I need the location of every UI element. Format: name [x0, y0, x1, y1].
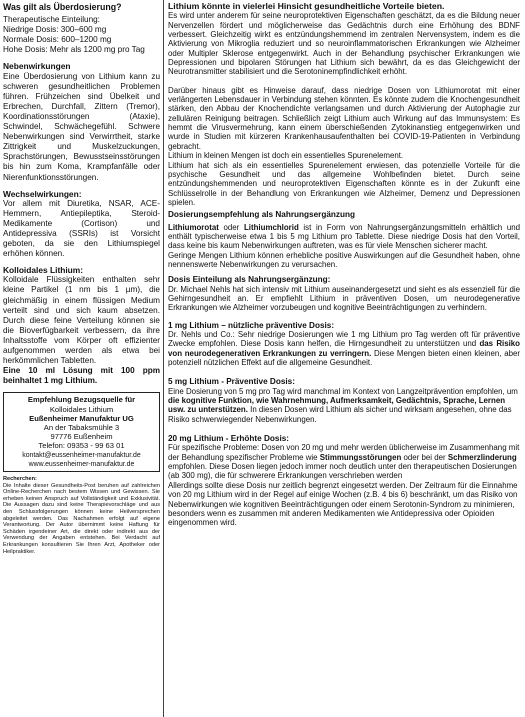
- interactions-heading: Wechselwirkungen:: [3, 188, 82, 199]
- supplier-subtitle: Kolloidales Lithium: [49, 404, 114, 414]
- lithium-chloride-term: Lithiumchlorid: [243, 222, 299, 232]
- dose-nutrition-heading: Dosis Einteilung als Nahrungsergänzung:: [168, 275, 331, 285]
- supplier-street: An der Tabaksmühle 3: [43, 422, 120, 432]
- colloidal-text: Kolloidale Flüssigkeiten enthalten sehr kleine Partikel (1 nm bis 1 µm), die gleichmäßig in einem flüssigen Medium verteilt sind und sich kaum absetzen. Durch diese feine Verteilung können sie die Bioverfügbarkeit verbessern, da ihre Inhaltsstoffe vom Körper oft effizienter aufgenommen werden als etwa bei herkömmlichen Tabletten.: [3, 275, 160, 366]
- overdose-line: Niedrige Dosis: 300–600 mg: [3, 25, 107, 35]
- trace-element-statement: Lithium in kleinen Mengen ist doch ein essentielles Spurenelement.: [168, 151, 404, 161]
- left-column: [3, 2, 160, 714]
- dosing-paragraph: Lithiumorotat oder Lithiumchlorid ist in Form von Nahrungsergänzungsmitteln erhältlich und enthält typischerweise etwa 1 bis 5 mg Lithium pro Tablette. Diese niedrige Dosis hat den Vorteil, dass keine bis kaum Nebenwirkungen auftreten, was es für viele Menschen sicherer macht.: [168, 222, 520, 251]
- main-heading: Lithium könnte in vielerlei Hinsicht gesundheitliche Vorteile bieten.: [168, 2, 445, 11]
- side-effects-text: Eine Überdosierung von Lithium kann zu schweren gesundheitlichen Problemen führen. Frühzeichen sind Übelkeit und Erbrechen, Durchfall, Zittern (Tremor), Koordinationsstörungen (Ataxie), Schwindel, Schwächegefühl. Schwere Nebenwirkungen sind Verwirrtheit, starke Zittrigkeit und Muskelzuckungen, Sprachstörungen, Bewusstseinsstörungen bis hin zum Koma, Krampfanfälle oder Nierenfunktionsstörungen.: [3, 71, 160, 182]
- overdose-line: Therapeutische Einteilung:: [3, 15, 100, 25]
- interactions-text: Vor allem mit Diuretika, NSAR, ACE-Hemmern, Antiepileptika, Steroid-Medikamente (Cortison) und Antidepressiva (SSRIs) ist Vorsicht geboten, da sie den Lithiumspiegel erhöhen können.: [3, 198, 160, 259]
- supplier-website[interactable]: www.eussenheimer-manufaktur.de: [28, 460, 135, 468]
- overdose-heading: Was gilt als Überdosierung?: [3, 2, 122, 12]
- dosing-paragraph-2: Geringe Mengen Lithium können erhebliche positive Auswirkungen auf die Gesundheit haben, ohne nennenswerte Nebenwirkungen zu verursachen.: [168, 250, 520, 269]
- dose-nutrition-text: Dr. Michael Nehls hat sich intensiv mit Lithium auseinandergesetzt und sieht es als essenziell für die Gehirngesundheit an. Er empfiehlt Lithium in präventiven Dosen, um neurodegenerative Erkrankungen wie Alzheimer vorzubeugen und kognitive Beeinträchtigungen zu verhindern.: [168, 284, 520, 313]
- lithium-orotate-term: Lithiumorotat: [168, 222, 219, 232]
- colloidal-dose-note: Eine 10 ml Lösung mit 100 ppm beinhaltet 1 mg Lithium.: [3, 366, 160, 386]
- dose-1mg-heading: 1 mg Lithium – nützliche präventive Dosis:: [168, 320, 335, 330]
- additional-benefits-paragraph: Darüber hinaus gibt es Hinweise darauf, dass niedrige Dosen von Lithiumorotat mit einer verlängerten Lebensdauer in Verbindung stehen könnten. Es könnte zudem die Knochengesundheit stärken, den Abbau der Knochendichte verlangsamen und durch Aktivierung der Autophagie zur zellulären Reinigung beitragen. Schließlich zeigt Lithium auch Wirkung auf das Immunsystem: Es hemmt die Virusvermehrung, kann einem überschießenden Zytokinanstieg entgegenwirken und wurde in Studien mit kürzeren Krankenhausaufenthalten bei COVID-19-Patienten in Verbindung gebracht.: [168, 85, 520, 151]
- dosing-heading: Dosierungsempfehlung als Nahrungsergänzung: [168, 210, 355, 220]
- trace-element-paragraph: Lithium hat sich als ein essentielles Spurenelement erwiesen, das potenzielle Vorteile für die psychische Gesundheit und das allgemeine Wohlbefinden bietet. Durch seine entzündungshemmenden und neuroprotektiven Eigenschaften könnte es in der Zukunft eine Schlüsselrolle in der Behandlung von Erkrankungen wie Alzheimer, Demenz und Depressionen spielen.: [168, 160, 520, 207]
- right-column: [168, 2, 520, 714]
- supplier-email[interactable]: kontakt@eussenheimer-manufaktur.de: [22, 451, 141, 459]
- dose-20mg-heading: 20 mg Lithium - Erhöhte Dosis:: [168, 434, 290, 444]
- side-effects-heading: Nebenwirkungen: [3, 61, 71, 72]
- dose-5mg-text: Eine Dosierung von 5 mg pro Tag wird manchmal im Kontext von Langzeitprävention empfohlen, um die kognitive Funktion, wie Wahrnehmung, Aufmerksamkeit, Gedächtnis, Sprache, Lernen usw. zu unterstützen. In diesen Dosen wird Lithium als sicher und wirksam angesehen, ohne das Risiko schwerwiegender Nebenwirkungen.: [168, 386, 518, 424]
- supplier-title: Empfehlung Bezugsquelle für: [27, 395, 136, 405]
- benefits-paragraph: Es wird unter anderem für seine neuroprotektiven Eigenschaften geschätzt, da es die Bildung neuer Nervenzellen fördert und möglicherweise das Gedächtnis durch eine Erhöhung des BDNF verbessert. Gleichzeitig wirkt es entzündungshemmend im zentralen Nervensystem, indem es die Aktivierung von Mikroglia reduziert und so neuroinflammatorischen Erkrankungen wie Alzheimer oder Multipler Sklerose entgegenwirkt. Auch in der Behandlung psychischer Erkrankungen wie Depressionen und bipolaren Störungen hat Lithium sich bewährt, da es das Gleichgewicht der Neurotransmitter stabilisiert und die Serotoninempfindlichkeit erhöht.: [168, 11, 520, 77]
- dose-20mg-text: Für spezifische Probleme: Dosen von 20 mg und mehr werden üblicherweise im Zusammenhang mit der Behandlung spezifischer Probleme wie Stimmungsstörungen oder bei der Schmerzlinderung empfohlen. Diese Dosen liegen jedoch immer noch deutlich unter den therapeutischen Dosierungen (ab 300 mg), die für schwerere Erkrankungen verschrieben werden: [168, 443, 520, 481]
- dose-20mg-duration: Allerdings sollte diese Dosis nur zeitlich begrenzt eingesetzt werden. Der Zeitraum für die Einnahme von 20 mg Lithium wird in der Regel auf einige Wochen (z.B. 4 bis 6) beschränkt, um das Risiko von Nebenwirkungen wie kognitiven Beeinträchtigungen oder einem Serotonin-Syndrom zu minimieren, besonders wenn es zusammen mit anderen Medikamenten wie Antidepressiva oder Opioiden eingenommen wird.: [168, 480, 518, 528]
- supplier-city: 97776 Eußenheim: [50, 432, 113, 442]
- supplier-box: [3, 392, 160, 472]
- dose-5mg-heading: 5 mg Lithium - Präventive Dosis:: [168, 377, 295, 387]
- disclaimer-heading: Recherchen:: [3, 476, 37, 482]
- supplier-phone: Telefon: 09353 - 99 63 01: [38, 441, 125, 451]
- column-divider: [163, 0, 164, 717]
- overdose-line: Normale Dosis: 600–1200 mg: [3, 35, 112, 45]
- dose-1mg-text: Dr. Nehls und Co.: Sehr niedrige Dosierungen wie 1 mg Lithium pro Tag werden oft für präventive Zwecke empfohlen. Diese Dosis kann helfen, die Hirngesundheit zu unterstützen und das Risiko von neurodegenerativen Erkrankungen zu verringern. Diese Mengen bieten einen kleinen, aber potenziell nützlichen Effekt auf die allgemeine Gesundheit.: [168, 330, 520, 368]
- colloidal-heading: Kolloidales Lithium:: [3, 265, 84, 276]
- overdose-line: Hohe Dosis: Mehr als 1200 mg pro Tag: [3, 45, 145, 55]
- supplier-company: Eußenheimer Manufaktur UG: [29, 413, 134, 423]
- disclaimer-text: Die Inhalte dieser Gesundheits-Post beruhen auf zahlreichen Online-Recherchen nach bestem Wissen und Gewissen. Sie erheben keinen Anspruch auf Vollständigkeit und Exklusivität. Die Aussagen dazu sind keine Therapievorschläge und aus den Schlussfolgerungen können keine Heilversprechen abgeleitet werden. Das Nachahmen erfolgt auf eigene Verantwortung. Der Autor übernimmt keine Haftung für Schäden irgendeiner Art, die direkt oder indirekt aus der Verwendung der Angaben entstehen. Bei Verdacht auf Erkrankungen konsultieren Sie Ihren Arzt, Apotheker oder Heilpraktiker.: [3, 482, 160, 555]
- disclaimer: [3, 476, 160, 555]
